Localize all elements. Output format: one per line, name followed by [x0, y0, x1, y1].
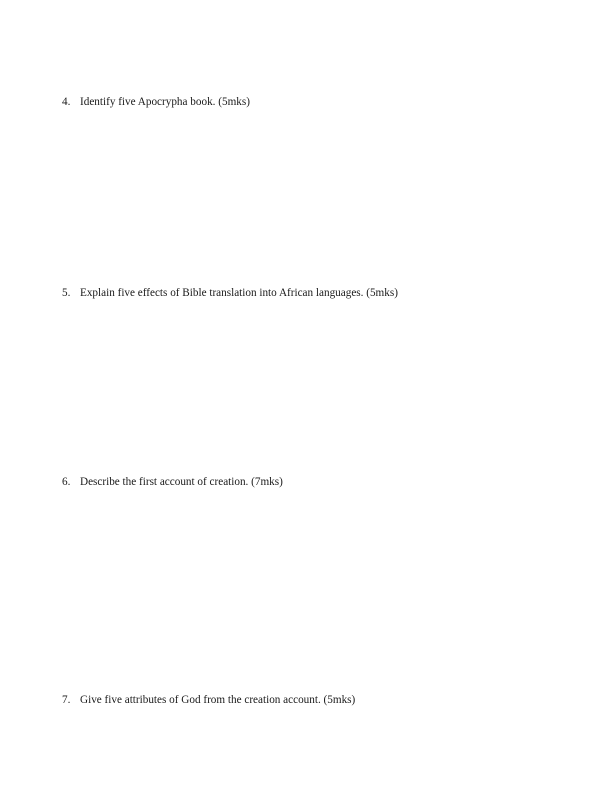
question-text: Describe the first account of creation. (7mks) — [80, 476, 283, 488]
question-5 — [62, 286, 398, 300]
question-text: Identify five Apocrypha book. (5mks) — [80, 96, 250, 108]
question-4 — [62, 95, 250, 109]
question-7 — [62, 693, 355, 707]
question-number: 4. — [62, 96, 71, 108]
question-number: 6. — [62, 476, 71, 488]
question-6 — [62, 475, 283, 489]
question-text: Explain five effects of Bible translation into African languages. (5mks) — [80, 287, 398, 299]
question-number: 7. — [62, 694, 71, 706]
question-number: 5. — [62, 287, 71, 299]
question-text: Give five attributes of God from the creation account. (5mks) — [80, 694, 356, 706]
